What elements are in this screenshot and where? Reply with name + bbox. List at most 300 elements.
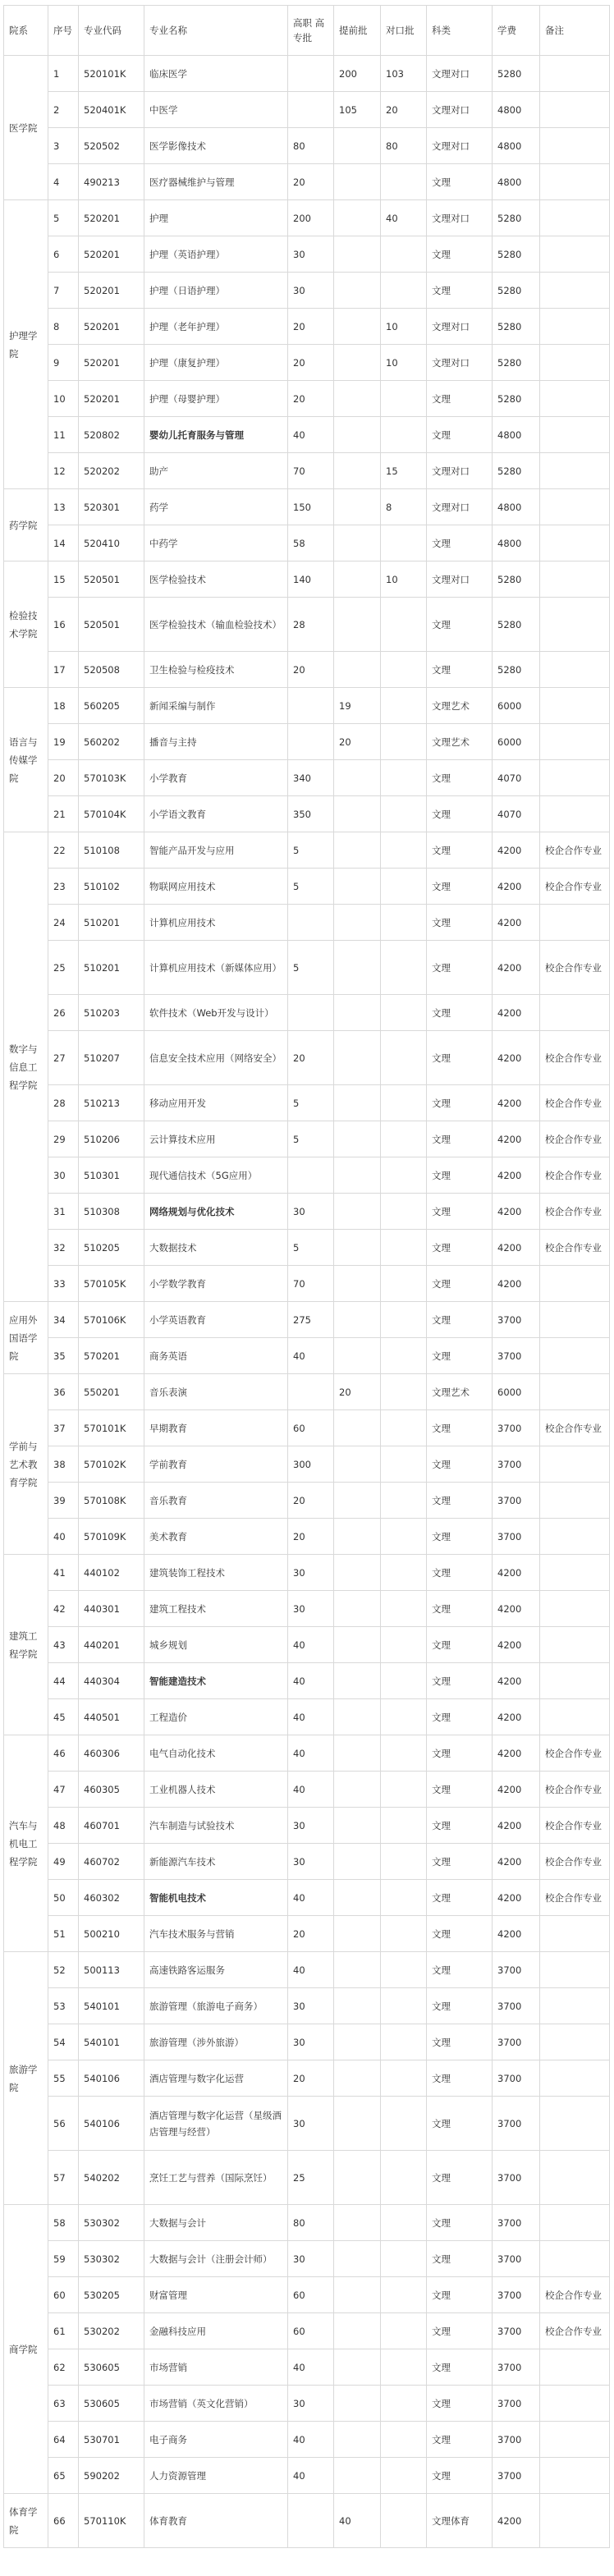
cell-counterpart [381,2060,427,2097]
cell-category: 文理 [427,652,493,688]
cell-tuition: 4800 [493,417,540,453]
cell-remark [540,760,610,796]
cell-category: 文理 [427,1338,493,1374]
cell-early [334,273,381,309]
table-row [4,345,610,381]
cell-early [334,417,381,453]
cell-no: 59 [48,2241,79,2277]
cell-remark [540,525,610,561]
cell-higher-voc [288,905,334,941]
cell-major-name: 高速铁路客运服务 [144,1952,288,1988]
cell-higher-voc: 30 [288,2241,334,2277]
cell-early [334,489,381,525]
cell-category: 文理 [427,1663,493,1699]
cell-tuition: 4200 [493,1194,540,1230]
table-row [4,561,610,598]
cell-code: 520202 [79,453,144,489]
cell-higher-voc: 30 [288,2386,334,2422]
cell-higher-voc: 20 [288,309,334,345]
cell-no: 32 [48,1230,79,1266]
cell-tuition: 5280 [493,561,540,598]
cell-no: 49 [48,1844,79,1880]
cell-major-name: 小学语文教育 [144,796,288,832]
cell-counterpart [381,760,427,796]
cell-higher-voc: 58 [288,525,334,561]
cell-early [334,1302,381,1338]
cell-category: 文理 [427,796,493,832]
cell-no: 8 [48,309,79,345]
cell-no: 57 [48,2151,79,2205]
cell-counterpart [381,1410,427,1446]
table-row [4,1627,610,1663]
cell-higher-voc: 5 [288,941,334,995]
cell-major-name: 城乡规划 [144,1627,288,1663]
cell-higher-voc [288,724,334,760]
cell-no: 19 [48,724,79,760]
cell-major-name: 建筑装饰工程技术 [144,1555,288,1591]
cell-higher-voc: 5 [288,1121,334,1157]
cell-counterpart [381,2241,427,2277]
cell-higher-voc: 70 [288,453,334,489]
cell-code: 570109K [79,1519,144,1555]
table-row [4,2494,610,2548]
cell-counterpart [381,1374,427,1410]
cell-no: 66 [48,2494,79,2548]
cell-no: 64 [48,2422,79,2458]
cell-early [334,200,381,236]
cell-tuition: 5280 [493,236,540,273]
cell-remark [540,2422,610,2458]
cell-tuition: 3700 [493,1410,540,1446]
cell-code: 460302 [79,1880,144,1916]
cell-early [334,1772,381,1808]
cell-no: 29 [48,1121,79,1157]
cell-tuition: 4200 [493,1266,540,1302]
cell-early [334,2151,381,2205]
cell-remark: 校企合作专业 [540,1808,610,1844]
table-row [4,1230,610,1266]
cell-remark [540,598,610,652]
cell-code: 530205 [79,2277,144,2313]
cell-higher-voc: 30 [288,1808,334,1844]
cell-counterpart: 10 [381,309,427,345]
cell-higher-voc: 20 [288,164,334,200]
table-row [4,381,610,417]
cell-tuition: 5280 [493,345,540,381]
cell-major-name: 护理（康复护理） [144,345,288,381]
table-row [4,1952,610,1988]
cell-major-name: 小学教育 [144,760,288,796]
cell-remark: 校企合作专业 [540,941,610,995]
cell-counterpart: 20 [381,92,427,128]
cell-early [334,128,381,164]
cell-category: 文理体育 [427,2494,493,2548]
cell-remark [540,2024,610,2060]
cell-early [334,652,381,688]
cell-department: 护理学院 [4,200,48,489]
cell-remark [540,164,610,200]
cell-tuition: 3700 [493,2241,540,2277]
cell-counterpart [381,1266,427,1302]
cell-code: 460702 [79,1844,144,1880]
cell-major-name: 电子商务 [144,2422,288,2458]
cell-remark [540,417,610,453]
cell-tuition: 3700 [493,2386,540,2422]
cell-department: 医学院 [4,56,48,200]
cell-code: 520201 [79,345,144,381]
cell-code: 570103K [79,760,144,796]
cell-counterpart [381,1591,427,1627]
cell-code: 490213 [79,164,144,200]
cell-early: 20 [334,724,381,760]
cell-tuition: 3700 [493,1338,540,1374]
cell-counterpart [381,1230,427,1266]
table-row [4,1519,610,1555]
cell-tuition: 3700 [493,1302,540,1338]
cell-higher-voc: 60 [288,2277,334,2313]
cell-remark: 校企合作专业 [540,1085,610,1121]
cell-code: 590202 [79,2458,144,2494]
cell-no: 40 [48,1519,79,1555]
cell-counterpart [381,164,427,200]
table-row [4,2458,610,2494]
header-code: 专业代码 [79,6,144,56]
cell-counterpart [381,2386,427,2422]
cell-no: 1 [48,56,79,92]
cell-counterpart [381,688,427,724]
cell-no: 41 [48,1555,79,1591]
cell-remark [540,1302,610,1338]
table-row [4,1735,610,1772]
cell-code: 570101K [79,1410,144,1446]
cell-category: 文理对口 [427,309,493,345]
cell-early [334,760,381,796]
table-row [4,236,610,273]
cell-major-name: 早期教育 [144,1410,288,1446]
cell-category: 文理 [427,1772,493,1808]
cell-remark [540,1266,610,1302]
cell-tuition: 4200 [493,905,540,941]
cell-counterpart [381,2422,427,2458]
cell-remark [540,128,610,164]
cell-code: 510201 [79,941,144,995]
cell-code: 570108K [79,1483,144,1519]
cell-code: 570110K [79,2494,144,2548]
cell-no: 28 [48,1085,79,1121]
cell-code: 530302 [79,2205,144,2241]
cell-tuition: 4200 [493,995,540,1031]
cell-category: 文理 [427,2458,493,2494]
cell-counterpart [381,1844,427,1880]
cell-remark: 校企合作专业 [540,1410,610,1446]
cell-category: 文理对口 [427,56,493,92]
cell-department: 商学院 [4,2205,48,2494]
cell-remark [540,2097,610,2151]
table-row [4,869,610,905]
cell-higher-voc: 30 [288,1844,334,1880]
cell-early [334,1085,381,1121]
cell-code: 520501 [79,598,144,652]
cell-code: 520101K [79,56,144,92]
cell-major-name: 临床医学 [144,56,288,92]
cell-category: 文理 [427,2097,493,2151]
cell-higher-voc: 25 [288,2151,334,2205]
cell-tuition: 5280 [493,200,540,236]
cell-early [334,2422,381,2458]
cell-higher-voc [288,1157,334,1194]
cell-early [334,381,381,417]
cell-remark [540,1988,610,2024]
cell-department: 语言与传媒学院 [4,688,48,832]
cell-category: 文理 [427,2024,493,2060]
cell-major-name: 计算机应用技术（新媒体应用） [144,941,288,995]
cell-higher-voc: 340 [288,760,334,796]
cell-remark [540,796,610,832]
cell-major-name: 大数据与会计（注册会计师） [144,2241,288,2277]
cell-major-name: 网络规划与优化技术 [144,1194,288,1230]
cell-higher-voc: 20 [288,1483,334,1519]
cell-major-name: 金融科技应用 [144,2313,288,2349]
cell-code: 560205 [79,688,144,724]
cell-early [334,1483,381,1519]
cell-no: 46 [48,1735,79,1772]
cell-no: 22 [48,832,79,869]
cell-early [334,1880,381,1916]
cell-major-name: 酒店管理与数字化运营（星级酒店管理与经营） [144,2097,288,2151]
cell-higher-voc: 30 [288,2097,334,2151]
cell-tuition: 3700 [493,2024,540,2060]
cell-no: 42 [48,1591,79,1627]
cell-category: 文理 [427,1410,493,1446]
cell-no: 51 [48,1916,79,1952]
cell-category: 文理 [427,1916,493,1952]
cell-no: 10 [48,381,79,417]
table-row [4,724,610,760]
cell-category: 文理 [427,1844,493,1880]
cell-remark [540,2494,610,2548]
cell-tuition: 4200 [493,2494,540,2548]
cell-category: 文理 [427,2241,493,2277]
cell-early: 20 [334,1374,381,1410]
cell-remark: 校企合作专业 [540,1230,610,1266]
enrollment-plan-table [3,5,610,2548]
cell-code: 540101 [79,1988,144,2024]
cell-code: 500113 [79,1952,144,1988]
table-row [4,453,610,489]
cell-code: 510301 [79,1157,144,1194]
cell-higher-voc: 80 [288,2205,334,2241]
table-row [4,2241,610,2277]
cell-tuition: 3700 [493,2205,540,2241]
cell-higher-voc: 30 [288,1591,334,1627]
cell-early [334,1121,381,1157]
cell-no: 27 [48,1031,79,1085]
table-row [4,92,610,128]
cell-remark [540,200,610,236]
cell-early [334,2241,381,2277]
cell-remark [540,688,610,724]
cell-category: 文理 [427,2277,493,2313]
cell-major-name: 学前教育 [144,1446,288,1483]
cell-remark [540,1374,610,1410]
cell-counterpart [381,1157,427,1194]
cell-counterpart [381,1916,427,1952]
cell-counterpart [381,2458,427,2494]
cell-major-name: 智能建造技术 [144,1663,288,1699]
table-row [4,688,610,724]
table-row [4,1591,610,1627]
cell-remark: 校企合作专业 [540,2277,610,2313]
cell-remark [540,995,610,1031]
cell-category: 文理 [427,2205,493,2241]
cell-tuition: 4070 [493,796,540,832]
cell-major-name: 计算机应用技术 [144,905,288,941]
cell-major-name: 汽车技术服务与营销 [144,1916,288,1952]
cell-higher-voc: 40 [288,417,334,453]
cell-tuition: 4200 [493,1591,540,1627]
cell-major-name: 医学检验技术（输血检验技术） [144,598,288,652]
cell-major-name: 护理 [144,200,288,236]
table-row [4,2060,610,2097]
cell-higher-voc: 40 [288,1338,334,1374]
cell-no: 56 [48,2097,79,2151]
cell-remark [540,2060,610,2097]
table-row [4,1880,610,1916]
cell-higher-voc: 5 [288,869,334,905]
cell-category: 文理 [427,2151,493,2205]
cell-remark: 校企合作专业 [540,1880,610,1916]
cell-early [334,869,381,905]
cell-early [334,2277,381,2313]
cell-early [334,1591,381,1627]
cell-code: 520501 [79,561,144,598]
cell-code: 530701 [79,2422,144,2458]
cell-higher-voc: 275 [288,1302,334,1338]
cell-remark [540,2151,610,2205]
cell-remark [540,652,610,688]
cell-code: 510213 [79,1085,144,1121]
cell-no: 26 [48,995,79,1031]
cell-major-name: 旅游管理（涉外旅游） [144,2024,288,2060]
cell-no: 47 [48,1772,79,1808]
cell-no: 33 [48,1266,79,1302]
cell-code: 500210 [79,1916,144,1952]
cell-early [334,2060,381,2097]
cell-remark [540,236,610,273]
table-row [4,1121,610,1157]
cell-tuition: 3700 [493,2060,540,2097]
cell-code: 520201 [79,309,144,345]
cell-category: 文理 [427,2060,493,2097]
table-row [4,2151,610,2205]
cell-tuition: 4200 [493,1916,540,1952]
cell-early [334,164,381,200]
header-counterpart: 对口批 [381,6,427,56]
cell-higher-voc: 40 [288,2458,334,2494]
cell-early [334,1230,381,1266]
cell-no: 45 [48,1699,79,1735]
cell-code: 520201 [79,273,144,309]
cell-code: 520201 [79,200,144,236]
cell-tuition: 5280 [493,652,540,688]
cell-counterpart [381,2494,427,2548]
cell-code: 510205 [79,1230,144,1266]
cell-major-name: 小学数学教育 [144,1266,288,1302]
table-row [4,598,610,652]
cell-major-name: 酒店管理与数字化运营 [144,2060,288,2097]
cell-major-name: 音乐表演 [144,1374,288,1410]
cell-early [334,1157,381,1194]
cell-no: 17 [48,652,79,688]
cell-major-name: 移动应用开发 [144,1085,288,1121]
cell-major-name: 护理（日语护理） [144,273,288,309]
cell-category: 文理对口 [427,561,493,598]
cell-higher-voc: 30 [288,2024,334,2060]
header-early: 提前批 [334,6,381,56]
cell-code: 540101 [79,2024,144,2060]
cell-tuition: 4200 [493,832,540,869]
cell-code: 550201 [79,1374,144,1410]
header-category: 科类 [427,6,493,56]
cell-code: 510102 [79,869,144,905]
table-row [4,1844,610,1880]
table-body [4,56,610,2548]
cell-counterpart [381,2349,427,2386]
table-row [4,128,610,164]
cell-category: 文理 [427,1121,493,1157]
cell-category: 文理 [427,236,493,273]
cell-tuition: 4200 [493,1844,540,1880]
table-row [4,905,610,941]
cell-category: 文理艺术 [427,1374,493,1410]
cell-early [334,832,381,869]
cell-category: 文理 [427,2386,493,2422]
cell-major-name: 助产 [144,453,288,489]
table-row [4,760,610,796]
cell-major-name: 护理（母婴护理） [144,381,288,417]
cell-department: 体育学院 [4,2494,48,2548]
cell-counterpart: 103 [381,56,427,92]
cell-major-name: 软件技术（Web开发与设计） [144,995,288,1031]
cell-early [334,2205,381,2241]
table-row [4,1699,610,1735]
cell-category: 文理对口 [427,489,493,525]
cell-category: 文理 [427,1266,493,1302]
cell-early: 40 [334,2494,381,2548]
cell-tuition: 3700 [493,2313,540,2349]
cell-no: 15 [48,561,79,598]
cell-no: 18 [48,688,79,724]
table-row [4,2349,610,2386]
cell-major-name: 工业机器人技术 [144,1772,288,1808]
cell-tuition: 6000 [493,1374,540,1410]
cell-no: 65 [48,2458,79,2494]
cell-category: 文理 [427,273,493,309]
cell-tuition: 4200 [493,1627,540,1663]
cell-counterpart: 10 [381,345,427,381]
cell-no: 39 [48,1483,79,1519]
cell-major-name: 新闻采编与制作 [144,688,288,724]
cell-remark: 校企合作专业 [540,2313,610,2349]
cell-department: 数字与信息工程学院 [4,832,48,1302]
table-row [4,995,610,1031]
cell-remark: 校企合作专业 [540,1194,610,1230]
cell-major-name: 播音与主持 [144,724,288,760]
cell-code: 570102K [79,1446,144,1483]
cell-early [334,453,381,489]
cell-code: 520410 [79,525,144,561]
cell-category: 文理 [427,1085,493,1121]
